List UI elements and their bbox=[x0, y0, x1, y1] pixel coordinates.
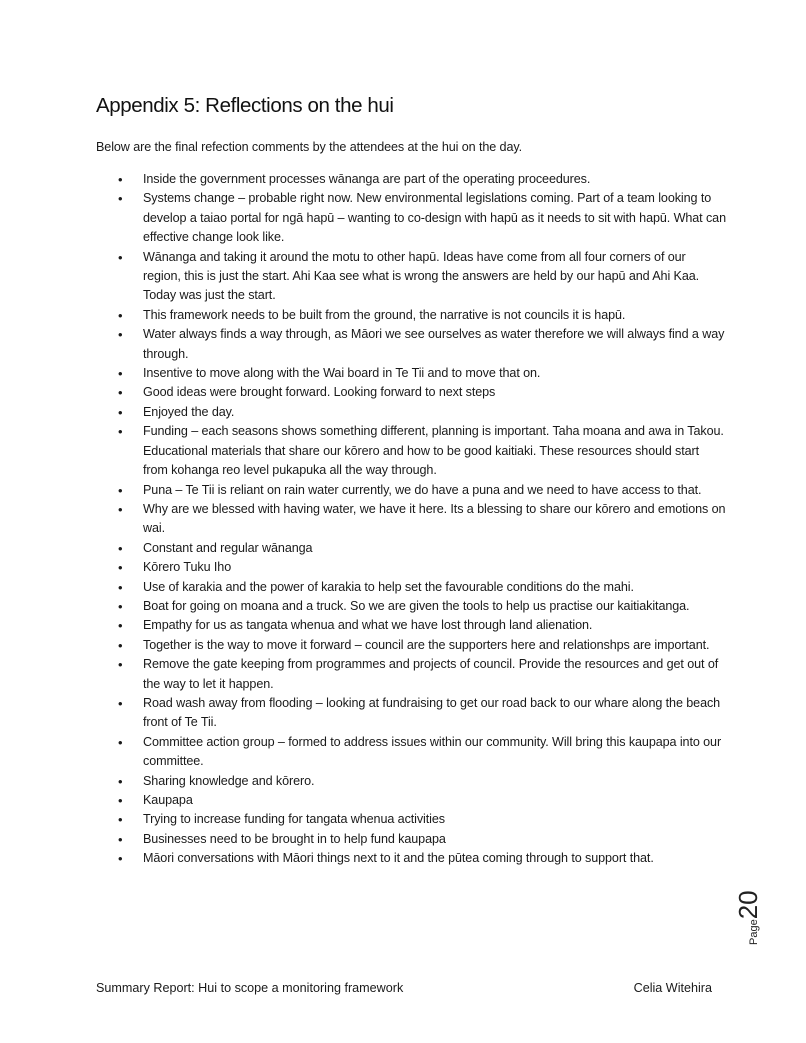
list-item bbox=[96, 810, 726, 829]
bullet-icon: • bbox=[118, 191, 123, 207]
list-item-text: Kaupapa bbox=[143, 793, 193, 807]
list-item-text: Inside the government processes wānanga are part of the operating proceedures. bbox=[143, 172, 591, 186]
bullet-icon: • bbox=[118, 560, 123, 576]
list-item-text: Puna – Te Tii is reliant on rain water currently, we do have a puna and we need to have access to that. bbox=[143, 482, 702, 497]
list-item bbox=[96, 170, 726, 189]
list-item bbox=[96, 422, 726, 480]
list-item bbox=[96, 481, 726, 500]
bullet-icon: • bbox=[118, 734, 123, 750]
list-item bbox=[96, 655, 726, 694]
list-item-text: Kōrero Tuku Iho bbox=[143, 560, 232, 575]
list-item-text: This framework needs to be built from the ground, the narrative is not councils it is hapū. bbox=[143, 307, 626, 322]
list-item-text: Use of karakia and the power of karakia to help set the favourable conditions do the mahi. bbox=[143, 579, 634, 594]
list-item bbox=[96, 539, 726, 558]
bullet-icon: • bbox=[118, 657, 123, 673]
bullet-icon: • bbox=[118, 637, 123, 653]
reflections-list bbox=[96, 170, 726, 869]
bullet-icon: • bbox=[118, 172, 123, 187]
list-item-text: Māori conversations with Māori things next to it and the pūtea coming through to support that. bbox=[143, 851, 654, 866]
bullet-icon: • bbox=[118, 695, 123, 711]
list-item bbox=[96, 364, 726, 383]
page-number bbox=[733, 890, 764, 945]
list-item-text: Trying to increase funding for tangata whenua activities bbox=[143, 812, 445, 827]
list-item bbox=[96, 791, 726, 810]
bullet-icon: • bbox=[118, 773, 123, 789]
bullet-icon: • bbox=[118, 404, 123, 420]
list-item-text: Constant and regular wānanga bbox=[143, 540, 313, 555]
bullet-icon: • bbox=[118, 851, 123, 867]
list-item bbox=[96, 694, 726, 733]
footer-author: Celia Witehira bbox=[633, 981, 712, 995]
list-item bbox=[96, 830, 726, 849]
bullet-icon: • bbox=[118, 307, 123, 323]
intro-paragraph: Below are the final refection comments by the attendees at the hui on the day. bbox=[96, 140, 523, 154]
list-item-text: Enjoyed the day. bbox=[143, 404, 235, 419]
bullet-icon: • bbox=[118, 540, 123, 556]
list-item-text: Wānanga and taking it around the motu to other hapū. Ideas have come from all four corners of our region, this is just the start. Ahi Kaa see what is wrong the answers are held by our hapū and Ahi Kaa. Today was just the start. bbox=[143, 249, 700, 303]
list-item bbox=[96, 500, 726, 539]
list-item bbox=[96, 772, 726, 791]
page-title: Appendix 5: Reflections on the hui bbox=[96, 94, 394, 117]
bullet-icon: • bbox=[118, 327, 123, 343]
list-item-text: Why are we blessed with having water, we have it here. Its a blessing to share our kōrero and emotions on wai. bbox=[143, 501, 726, 536]
bullet-icon: • bbox=[118, 424, 123, 440]
list-item-text: Boat for going on moana and a truck. So we are given the tools to help us practise our kaitiakitanga. bbox=[143, 598, 690, 613]
bullet-icon: • bbox=[118, 831, 123, 847]
list-item-text: Insentive to move along with the Wai board in Te Tii and to move that on. bbox=[143, 366, 541, 381]
list-item-text: Sharing knowledge and kōrero. bbox=[143, 773, 315, 788]
list-item bbox=[96, 325, 726, 364]
bullet-icon: • bbox=[118, 385, 123, 401]
bullet-icon: • bbox=[118, 482, 123, 498]
list-item bbox=[96, 616, 726, 635]
list-item bbox=[96, 189, 726, 247]
list-item-text: Together is the way to move it forward – council are the supporters here and relationshps are important. bbox=[143, 637, 710, 652]
page-number-value: 20 bbox=[733, 890, 763, 920]
bullet-icon: • bbox=[118, 598, 123, 614]
bullet-icon: • bbox=[118, 812, 123, 828]
bullet-icon: • bbox=[118, 249, 123, 265]
list-item-text: Good ideas were brought forward. Looking forward to next steps bbox=[143, 385, 496, 400]
bullet-icon: • bbox=[118, 579, 123, 595]
list-item bbox=[96, 248, 726, 306]
footer-title: Summary Report: Hui to scope a monitoring framework bbox=[96, 981, 404, 995]
bullet-icon: • bbox=[118, 618, 123, 634]
list-item bbox=[96, 636, 726, 655]
bullet-icon: • bbox=[118, 501, 123, 517]
list-item-text: Businesses need to be brought in to help fund kaupapa bbox=[143, 831, 446, 846]
list-item bbox=[96, 306, 726, 325]
bullet-icon: • bbox=[118, 366, 123, 382]
list-item bbox=[96, 733, 726, 772]
list-item-text: Systems change – probable right now. New environmental legislations coming. Part of a team looking to develop a taiao portal for ngā hapū – wanting to co-design with hapū as it needs to sit with hapū. What can effective change look like. bbox=[143, 191, 726, 245]
list-item-text: Funding – each seasons shows something different, planning is important. Taha moana and awa in Takou. Educational materials that share our kōrero and how to be good kaitiaki. These resources should start from kohanga reo level pukapuka all the way through. bbox=[143, 424, 724, 478]
list-item-text: Committee action group – formed to address issues within our community. Will bring this kaupapa into our committee. bbox=[143, 734, 722, 769]
list-item bbox=[96, 578, 726, 597]
list-item bbox=[96, 558, 726, 577]
list-item-text: Remove the gate keeping from programmes and projects of council. Provide the resources and get out of the way to let it happen. bbox=[143, 657, 719, 691]
list-item bbox=[96, 383, 726, 402]
list-item bbox=[96, 597, 726, 616]
page-label: Page bbox=[748, 919, 760, 945]
list-item bbox=[96, 849, 726, 868]
list-item bbox=[96, 403, 726, 422]
list-item-text: Water always finds a way through, as Māori we see ourselves as water therefore we will always find a way through. bbox=[143, 327, 725, 361]
list-item-text: Empathy for us as tangata whenua and what we have lost through land alienation. bbox=[143, 618, 593, 633]
bullet-icon: • bbox=[118, 793, 123, 808]
list-item-text: Road wash away from flooding – looking at fundraising to get our road back to our whare along the beach front of Te Tii. bbox=[143, 695, 721, 730]
